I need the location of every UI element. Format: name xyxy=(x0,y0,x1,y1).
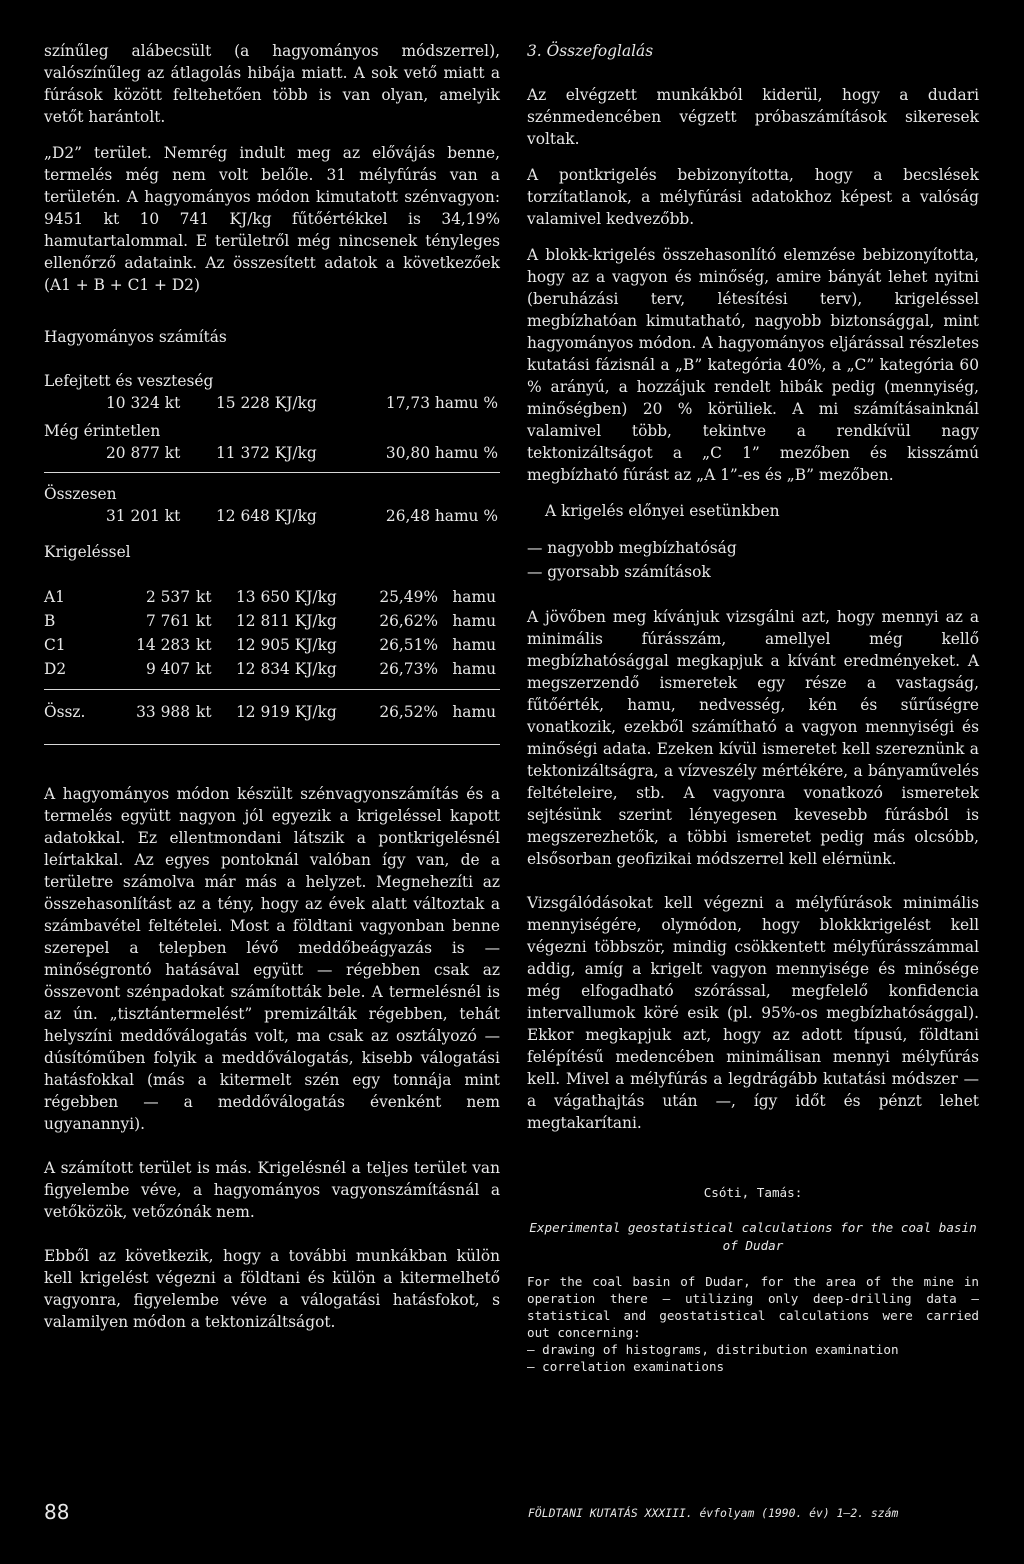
abstract-author: Csóti, Tamás: xyxy=(703,1185,803,1200)
row-amount: 14 283 xyxy=(136,636,190,654)
left-paragraph-4: A számított terület is más. Krigelésnél a teljes terület van figyelembe véve, a hagyományos vagyonszámításnál a vetőközök, vetőzónák nem. xyxy=(44,1159,500,1221)
abstract-item: — drawing of histograms, distribution examination xyxy=(527,1342,899,1357)
left-paragraph-1: színűleg alábecsült (a hagyományos módszerrel), valószínűleg az átlagolás hibája miatt. A sok vető miatt a fúrások között feltehetően több is van olyan, amelyik vetőt harántolt. xyxy=(44,42,500,126)
right-paragraph-2: A pontkrigelés bebizonyította, hogy a becslések torzítatlanok, a mélyfúrási adatokhoz képest a valóság valamivel kedvezőbb. xyxy=(527,166,979,228)
untouched-row xyxy=(44,442,500,464)
row-code: D2 xyxy=(44,660,67,678)
row-heat: 12 905 KJ/kg xyxy=(236,636,337,654)
row-amount: 2 537 xyxy=(145,588,190,606)
row-ash-label: hamu xyxy=(452,660,496,678)
lost-heat: 15 228 KJ/kg xyxy=(216,394,317,412)
row-ash: 26,73% xyxy=(379,660,438,678)
table-row xyxy=(44,585,500,609)
right-paragraph-5: Vizsgálódásokat kell végezni a mélyfúrások minimális mennyiségére, olymódon, hogy blokkkrigelést kell végezni többször, mindig csökkentett mélyfúrásszámmal addig, amíg a krigelt vagyon mennyisége és minősége még elfogadható szórással, megfelelő konfidencia intervallumok köré esik (pl. 95%-os megbízhatósággal). Ekkor megkapjuk azt, hogy az adott típusú, földtani felépítésű medencében minimálisan mennyi mélyfúrás kell. Mivel a mélyfúrás a legdrágább kutatási módszer — a vágathajtás után —, így időt és pénzt lehet megtakarítani. xyxy=(527,894,979,1132)
left-paragraph-3: A hagyományos módon készült szénvagyonszámítás és a termelés együtt nagyon jól egyezik a krigeléssel kapott adatokkal. Ez ellentmondani látszik a pontkrigelésnél leírtakkal. Az egyes pontoknál valóban így van, de a területre számolva már más a helyzet. Megnehezíti az összehasonlítást az a tény, hogy az évek alatt változtak a számbavétel feltételei. Most a földtani vagyonban benne szerepel a telepben lévő meddőbeágyazás is — minőségrontó hatásával együtt — régebben csak az összevont szénpadokat számították bele. A termelésnél is az ún. „tisztántermelést” premizálták régebben, tehát helyszíni meddőválogatás volt, ma csak az osztályozó — dúsítóműben folyik a meddőválogatás, kisebb válogatási hatásfokkal (más a kitermelt szén egy tonnája mint régebben — a meddőválogatás évenként nem ugyanannyi). xyxy=(44,785,500,1133)
abstract-title: Experimental geostatistical calculations for the coal basin of Dudar xyxy=(529,1220,977,1253)
row-heat: 12 811 KJ/kg xyxy=(236,612,337,630)
sum-label: Össz. xyxy=(44,703,86,721)
total-row xyxy=(44,505,500,527)
advantage-item: — nagyobb megbízhatóság xyxy=(527,539,737,557)
total-label: Összesen xyxy=(44,485,117,503)
total-ash: 26,48 hamu % xyxy=(385,507,498,525)
untouched-heat: 11 372 KJ/kg xyxy=(216,444,317,462)
row-ash: 25,49% xyxy=(379,588,438,606)
table-row xyxy=(44,633,500,657)
lost-ash: 17,73 hamu % xyxy=(385,394,498,412)
right-column xyxy=(527,40,979,1375)
abstract-text: For the coal basin of Dudar, for the area of the mine in operation there — utilizing only deep-drilling data — statistical and geostatistical calculations were carried out concerning: xyxy=(527,1274,979,1340)
row-unit: kt xyxy=(196,660,212,678)
lost-amount: 10 324 kt xyxy=(106,394,181,412)
divider xyxy=(44,689,500,690)
row-heat: 13 650 KJ/kg xyxy=(236,588,337,606)
table-row xyxy=(44,657,500,681)
row-amount: 9 407 xyxy=(145,660,190,678)
sum-ash-label: hamu xyxy=(452,703,496,721)
row-ash-label: hamu xyxy=(452,588,496,606)
row-code: B xyxy=(44,612,56,630)
sum-unit: kt xyxy=(196,703,212,721)
kriging-label: Krigeléssel xyxy=(44,543,131,561)
divider xyxy=(44,472,500,473)
advantage-item: — gyorsabb számítások xyxy=(527,563,711,581)
row-code: A1 xyxy=(44,588,65,606)
traditional-heading: Hagyományos számítás xyxy=(44,328,227,346)
right-paragraph-1: Az elvégzett munkákból kiderül, hogy a dudari szénmedencében végzett próbaszámítások sikeresek voltak. xyxy=(527,86,979,148)
left-paragraph-5: Ebből az következik, hogy a további munkákban külön kell krigelést végezni a földtani és külön a kitermelhető vagyonra, figyelembe véve a válogatási hatásfokot, s valamilyen módon a tektonizáltságot. xyxy=(44,1247,500,1331)
sum-row xyxy=(44,700,500,724)
total-heat: 12 648 KJ/kg xyxy=(216,507,317,525)
row-unit: kt xyxy=(196,636,212,654)
untouched-ash: 30,80 hamu % xyxy=(385,444,498,462)
row-unit: kt xyxy=(196,612,212,630)
journal-footer: FÖLDTANI KUTATÁS XXXIII. évfolyam (1990. év) 1—2. szám xyxy=(528,1506,899,1520)
sum-ash: 26,52% xyxy=(379,703,438,721)
abstract-item: — correlation examinations xyxy=(527,1359,725,1374)
row-ash: 26,51% xyxy=(379,636,438,654)
sum-amount: 33 988 xyxy=(136,703,190,721)
lost-label: Lefejtett és veszteség xyxy=(44,372,214,390)
row-code: C1 xyxy=(44,636,66,654)
untouched-amount: 20 877 kt xyxy=(106,444,181,462)
row-ash-label: hamu xyxy=(452,612,496,630)
sum-heat: 12 919 KJ/kg xyxy=(236,703,337,721)
row-ash-label: hamu xyxy=(452,636,496,654)
left-column xyxy=(44,40,500,1333)
kriging-table xyxy=(44,585,500,745)
right-paragraph-4: A jövőben meg kívánjuk vizsgálni azt, hogy mennyi az a minimális fúrásszám, amellyel még kellő megbízhatósággal megkapjuk a kívánt eredményeket. A megszerzendő ismeretek egy része a vastagság, fűtőérték, hamu, nedvesség, kén és sűrűségre vonatkozik, ezekből számítható a vagyon mennyiségi és minőségi adata. Ezeken kívül ismeretet kell szereznünk a tektonizáltságra, a vízveszély mértékére, a bányaművelés feltételeire, stb. A vagyonra vonatkozó ismeretek sejtésünk szerint lényegesen kevesebb fúrásból is megszerezhetők, a többi ismeretet pedig más olcsóbb, elsősorban geofizikai módszerrel kell elérnünk. xyxy=(527,608,979,868)
row-amount: 7 761 xyxy=(145,612,190,630)
table-row xyxy=(44,609,500,633)
row-heat: 12 834 KJ/kg xyxy=(236,660,337,678)
untouched-label: Még érintetlen xyxy=(44,422,161,440)
lost-row xyxy=(44,392,500,414)
page-number: 88 xyxy=(44,1500,70,1524)
total-amount: 31 201 kt xyxy=(106,507,181,525)
advantages-heading: A krigelés előnyei esetünkben xyxy=(545,502,780,520)
right-paragraph-3: A blokk-krigelés összehasonlító elemzése bebizonyította, hogy az a vagyon és minőség, amire bányát lehet nyitni (beruházási terv, létesítési terv), krigeléssel megbízhatóan kimutatható, nagyobb biztonsággal, mint hagyományos módon. A hagyományos eljárással részletes kutatási fázisnál a „B” kategória 40%, a „C” kategória 60 % arányú, a hozzájuk rendelt hibák pedig (mennyiség, minőségben) 20 % körüliek. A mi számításainknál valamivel több, tekintve a rendkívül nagy tektonizáltságot a „C 1” mezőben és kisszámú megbízható fúrást az „A 1”-es és „B” mezőben. xyxy=(527,246,979,484)
row-ash: 26,62% xyxy=(379,612,438,630)
left-paragraph-2: „D2” terület. Nemrég indult meg az előváјás benne, termelés még nem volt belőle. 31 mélyfúrás van a területén. A hagyományos módon kimutatott szénvagyon: 9451 kt 10 741 KJ/kg fűtőértékkel is 34,19% hamutartalommal. E területről még nincsenek tényleges ellenőrző adataink. Az összesített adatok a következőek (A1 + B + C1 + D2) xyxy=(44,144,500,294)
section-heading: 3. Összefoglalás xyxy=(527,42,654,60)
row-unit: kt xyxy=(196,588,212,606)
